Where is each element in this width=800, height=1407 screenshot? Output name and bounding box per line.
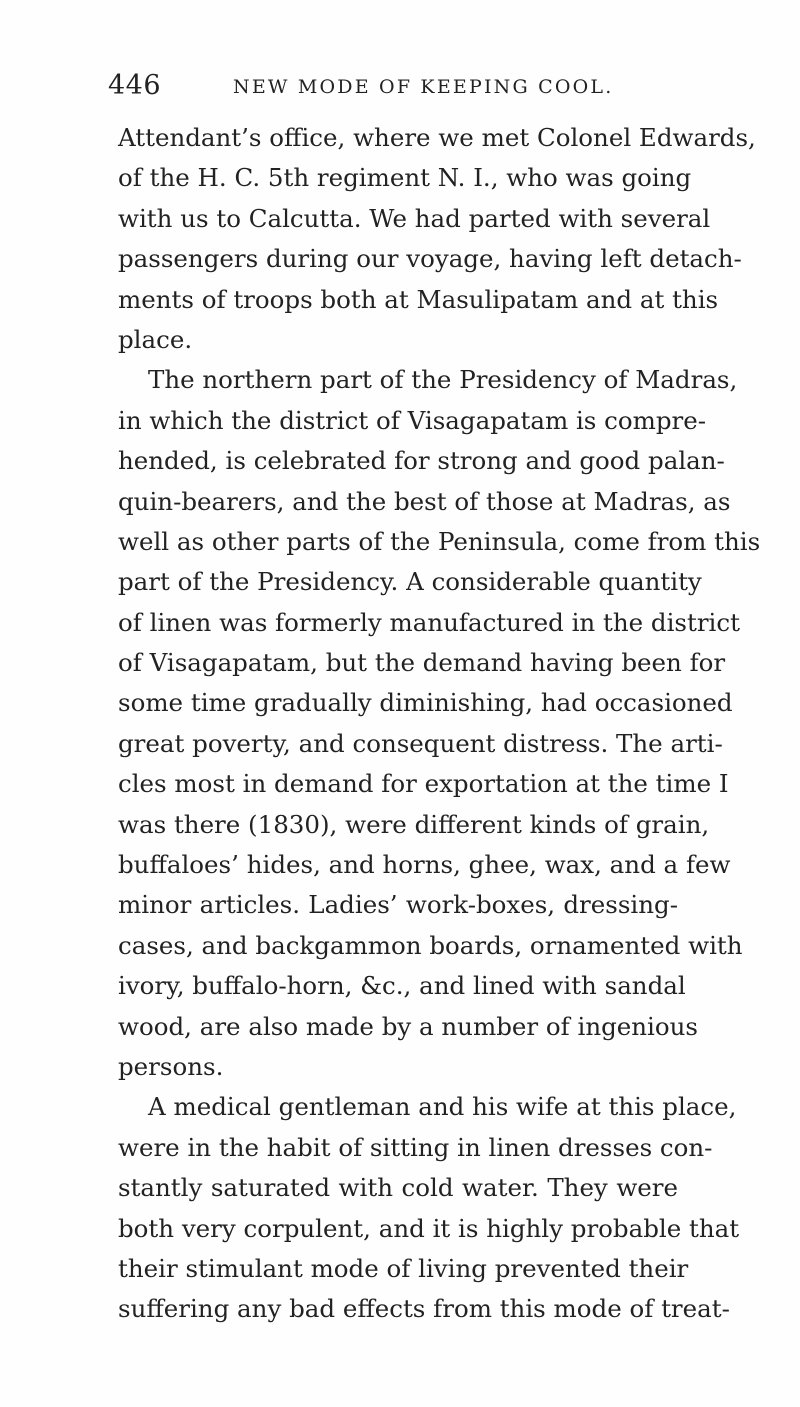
text-line: A medical gentleman and his wife at this place, — [148, 1092, 737, 1122]
text-line: quin-bearers, and the best of those at Madras, as — [118, 486, 731, 516]
body-text — [118, 118, 761, 1330]
text-line: well as other parts of the Peninsula, come from this — [118, 526, 761, 556]
text-line: ivory, buffalo-horn, &c., and lined with sandal — [118, 971, 686, 1001]
text-line: buffaloes’ hides, and horns, ghee, wax, and a few — [118, 850, 731, 880]
text-line: persons. — [118, 1051, 224, 1081]
text-line: The northern part of the Presidency of Madras, — [148, 365, 738, 395]
text-line: passengers during our voyage, having left detach- — [118, 244, 742, 274]
text-line: stantly saturated with cold water. They were — [118, 1173, 678, 1203]
page-number: 446 — [108, 70, 162, 101]
text-line: minor articles. Ladies’ work-boxes, dressing- — [118, 890, 678, 920]
text-line: suffering any bad effects from this mode of treat- — [118, 1294, 730, 1324]
running-title: NEW MODE OF KEEPING COOL. — [233, 76, 614, 98]
text-line: of the H. C. 5th regiment N. I., who was going — [118, 163, 692, 193]
text-line: of linen was formerly manufactured in the district — [118, 607, 740, 637]
text-line: wood, are also made by a number of ingenious — [118, 1011, 698, 1041]
text-line: both very corpulent, and it is highly probable that — [118, 1213, 740, 1243]
text-line: ments of troops both at Masulipatam and at this — [118, 284, 719, 314]
text-line: was there (1830), were different kinds of grain, — [118, 809, 710, 839]
text-line: in which the district of Visagapatam is compre- — [118, 405, 707, 435]
text-line: cles most in demand for exportation at the time I — [118, 769, 729, 799]
text-line: some time gradually diminishing, had occasioned — [118, 688, 733, 718]
text-line: hended, is celebrated for strong and good palan- — [118, 446, 725, 476]
text-line: Attendant’s office, where we met Colonel Edwards, — [118, 123, 756, 152]
text-line: with us to Calcutta. We had parted with several — [118, 203, 711, 233]
page-header — [108, 70, 668, 110]
text-line: great poverty, and consequent distress. The arti- — [118, 728, 723, 758]
text-line: of Visagapatam, but the demand having been for — [118, 648, 726, 678]
text-line: their stimulant mode of living prevented their — [118, 1253, 689, 1283]
text-line: part of the Presidency. A considerable quantity — [118, 567, 702, 597]
text-line: cases, and backgammon boards, ornamented with — [118, 930, 743, 960]
text-line: were in the habit of sitting in linen dresses con- — [118, 1132, 713, 1162]
text-line: place. — [118, 324, 193, 354]
